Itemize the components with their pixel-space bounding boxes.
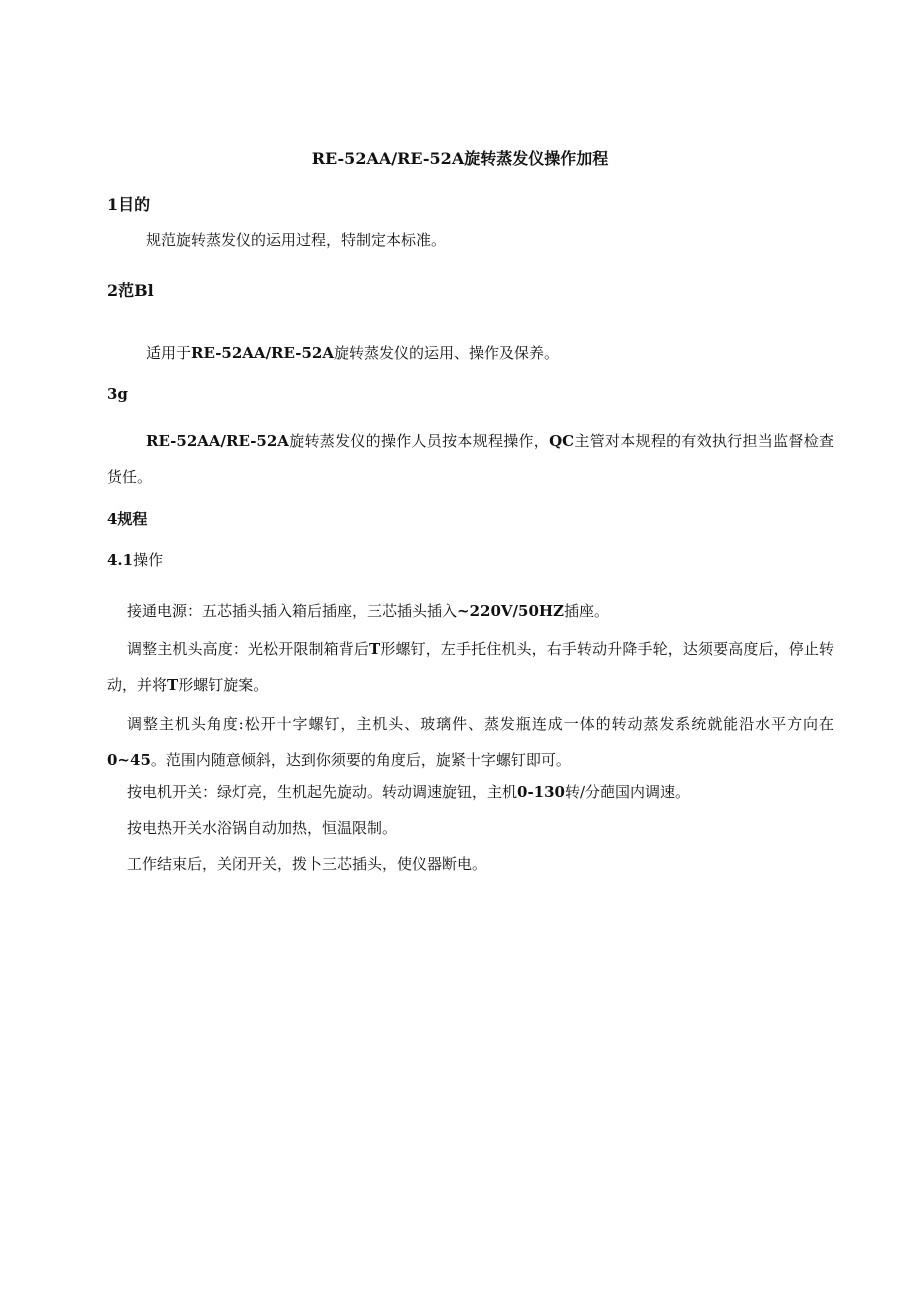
step-angle-post: 。范围内随意倾斜，达到你须要的角度后，旋紧十字螺钉即可。: [150, 751, 571, 769]
step-power-post: 插座。: [564, 602, 610, 620]
responsibility-text-post: 主管对本规程的有效执行担当监督检查货任。: [107, 432, 834, 486]
step-finish: 工作结束后，关闭开关，拨卜三芯插头，使仪器断电。: [127, 855, 488, 873]
procedure-heading: 4规程: [107, 510, 148, 528]
section-heading-procedure: [107, 512, 147, 527]
step-motor: [127, 785, 690, 800]
purpose-text: 规范旋转蒸发仪的运用过程，特制定本标准。: [146, 231, 447, 249]
sub-heading-operation: [107, 553, 163, 568]
step-power-pre: 接通电源：五芯插头插入箱后插座，三芯插头插入: [127, 602, 458, 620]
step-motor-pre: 按电机开关：绿灯亮，生机起先旋动。转动调速旋钮，主机: [127, 783, 518, 801]
step-power-spec: ~220V/50HZ: [457, 602, 565, 620]
step-heat: 按电热开关水浴锅自动加热，恒温限制。: [127, 819, 398, 837]
step-motor-range: 0-130: [517, 783, 565, 801]
responsibility-text-mid: 旋转蒸发仪的操作人员按本规程操作，: [288, 432, 550, 450]
step-power: [127, 604, 609, 619]
step-angle-pre: 调整主机头角度:松开十字螺钉，主机头、玻璃件、蒸发瓶连成一体的转动蒸发系统就能沿水平方向在: [127, 715, 834, 733]
step-height-mid: 形螺钉，左手托住机头，右手转动升降手轮，达须要高度后，停止转动，并将: [107, 640, 834, 694]
step-height-post: 形螺钉旋案。: [178, 676, 269, 694]
document-title: RE-52AA/RE-52A旋转蒸发仪操作加程: [311, 149, 609, 168]
scope-text-pre: 适用于: [146, 344, 192, 362]
step-height-t1: T: [369, 640, 381, 658]
section-heading-responsibility: 3g: [107, 385, 128, 403]
section-heading-scope: 2范Bl: [107, 281, 154, 300]
scope-model: RE-52AA/RE-52A: [191, 344, 334, 362]
sub-heading-text: 操作: [133, 551, 164, 569]
step-motor-post: 转/分葩国内调速。: [565, 783, 691, 801]
step-height: [107, 631, 834, 703]
step-angle-range: 0~45: [107, 751, 151, 769]
step-height-t2: T: [167, 676, 179, 694]
sub-heading-num: 4.1: [107, 551, 134, 569]
scope-text: [146, 346, 559, 361]
scope-text-post: 旋转蒸发仪的运用、操作及保养。: [333, 344, 559, 362]
responsibility-model: RE-52AA/RE-52A: [146, 432, 289, 450]
section-heading-purpose: 1目的: [107, 195, 151, 214]
responsibility-text: [107, 423, 834, 495]
responsibility-qc: QC: [549, 432, 575, 450]
step-angle: [107, 706, 834, 778]
step-height-pre: 调整主机头高度：光松开限制箱背后: [127, 640, 370, 658]
